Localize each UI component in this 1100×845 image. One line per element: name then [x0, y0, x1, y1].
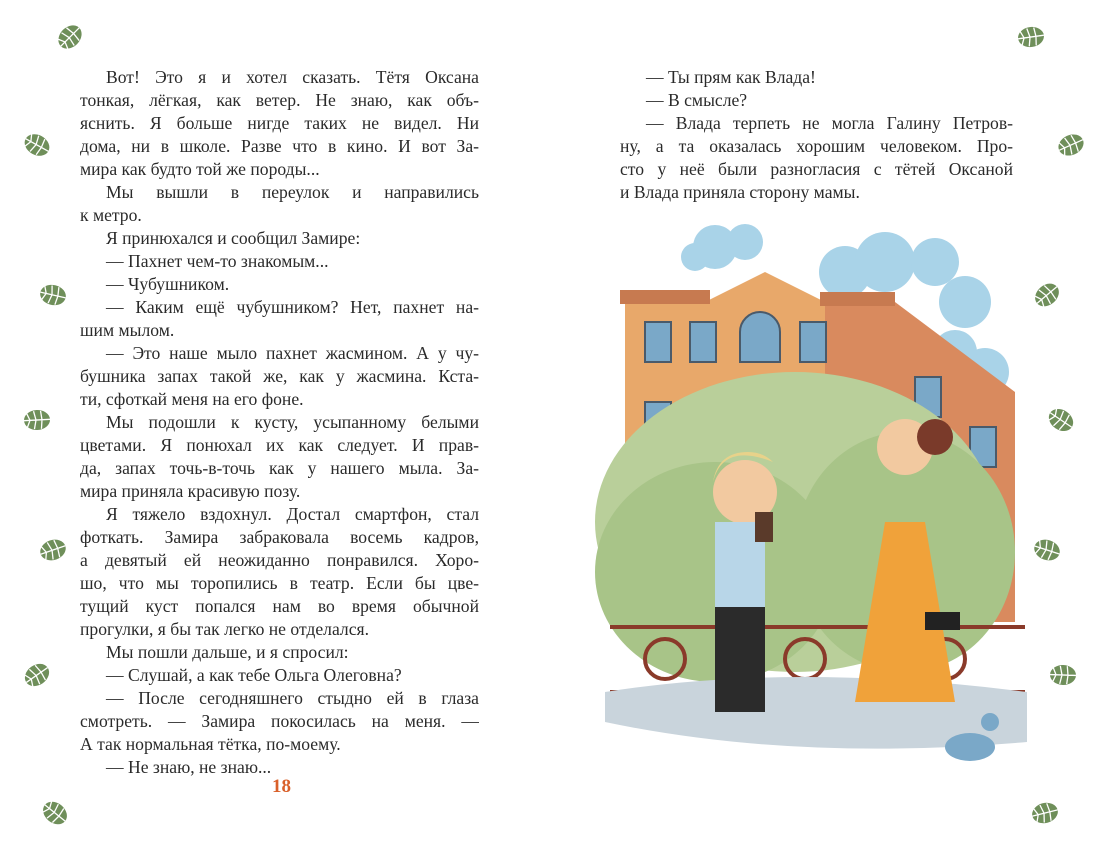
- text-line: сто у неё были разногласия с тётей Оксаной: [620, 159, 1013, 179]
- text-line: тонкая, лёгкая, как ветер. Не знаю, как объ-: [80, 90, 479, 110]
- text-line: шо, что мы торопились в театр. Если бы цве-: [80, 573, 479, 593]
- text-line: смотреть. — Замира покосилась на меня. —: [80, 711, 479, 731]
- text-line: ну, а та оказалась хорошим человеком. Про-: [620, 136, 1013, 156]
- text-line: — Каким ещё чубушником? Нет, пахнет на-: [106, 297, 479, 317]
- monstera-leaf-icon: [1056, 130, 1086, 160]
- monstera-leaf-icon: [1032, 535, 1062, 565]
- right-page-text: [620, 66, 1013, 204]
- text-line: — Не знаю, не знаю...: [106, 757, 272, 777]
- text-line: Вот! Это я и хотел сказать. Тётя Оксана: [106, 67, 479, 87]
- text-line: и Влада приняла сторону мамы.: [620, 182, 860, 202]
- text-line: мира как будто той же породы...: [80, 159, 320, 179]
- monstera-leaf-icon: [22, 660, 52, 690]
- monstera-leaf-icon: [1032, 280, 1062, 310]
- text-line: — После сегодняшнего стыдно ей в глаза: [106, 688, 479, 708]
- text-line: — Пахнет чем-то знакомым...: [106, 251, 329, 271]
- monstera-leaf-icon: [40, 798, 70, 828]
- text-line: тущий куст попался нам во время обычной: [80, 596, 479, 616]
- text-line: а девятый ей неожиданно понравился. Хоро-: [80, 550, 479, 570]
- monstera-leaf-icon: [22, 130, 52, 160]
- text-line: Мы вышли в переулок и направились: [106, 182, 479, 202]
- left-page-text: [80, 66, 479, 779]
- text-line: А так нормальная тётка, по-моему.: [80, 734, 341, 754]
- text-line: шим мылом.: [80, 320, 175, 340]
- text-line: прогулки, я бы так легко не отделался.: [80, 619, 369, 639]
- text-line: — В смысле?: [646, 90, 748, 110]
- text-line: — Слушай, а как тебе Ольга Олеговна?: [106, 665, 402, 685]
- monstera-leaf-icon: [1030, 798, 1060, 828]
- text-line: — Ты прям как Влада!: [646, 67, 816, 87]
- illustration-kids-by-jasmine-bush: [595, 222, 1027, 784]
- text-line: Я тяжело вздохнул. Достал смартфон, стал: [106, 504, 479, 524]
- text-line: цветами. Я понюхал их как следует. И прав-: [80, 435, 479, 455]
- page-number: 18: [272, 776, 291, 797]
- monstera-leaf-icon: [38, 535, 68, 565]
- monstera-leaf-icon: [1046, 405, 1076, 435]
- text-line: ти, сфоткай меня на его фоне.: [80, 389, 304, 409]
- text-line: Я принюхался и сообщил Замире:: [106, 228, 361, 248]
- monstera-leaf-icon: [38, 280, 68, 310]
- monstera-leaf-icon: [1048, 660, 1078, 690]
- text-line: к метро.: [80, 205, 142, 225]
- monstera-leaf-icon: [55, 22, 85, 52]
- text-line: фоткать. Замира забраковала восемь кадров,: [80, 527, 479, 547]
- text-line: да, запах точь-в-точь как у нашего мыла. За-: [80, 458, 479, 478]
- text-line: яснить. Я больше нигде таких не видел. Ни: [80, 113, 479, 133]
- monstera-leaf-icon: [1016, 22, 1046, 52]
- monstera-leaf-icon: [22, 405, 52, 435]
- text-line: дома, ни в школе. Разве что в кино. И вот За-: [80, 136, 479, 156]
- text-line: — Чубушником.: [106, 274, 230, 294]
- text-line: — Это наше мыло пахнет жасмином. А у чу-: [106, 343, 479, 363]
- text-line: Мы пошли дальше, и я спросил:: [106, 642, 349, 662]
- text-line: бушника запах такой же, как у жасмина. Кста-: [80, 366, 479, 386]
- text-line: — Влада терпеть не могла Галину Петров-: [646, 113, 1013, 133]
- text-line: мира приняла красивую позу.: [80, 481, 301, 501]
- text-line: Мы подошли к кусту, усыпанному белыми: [106, 412, 479, 432]
